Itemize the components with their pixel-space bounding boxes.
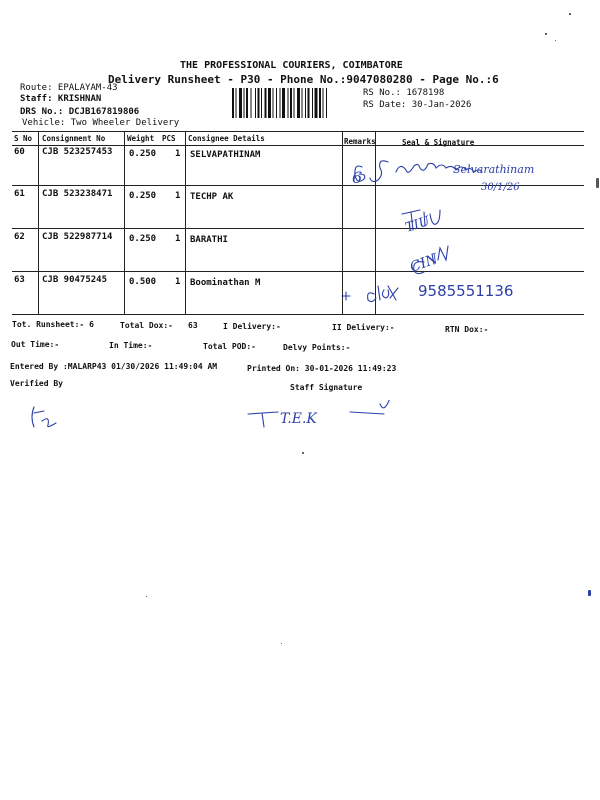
row-consignee: TECHP AK (190, 192, 234, 202)
col-divider (185, 131, 186, 314)
row-consignee: Boominathan M (190, 278, 261, 288)
handwritten-mark: CIN (407, 250, 441, 276)
handwritten-name: Selvarathinam (453, 163, 535, 176)
row-consignment: CJB 523238471 (42, 189, 113, 199)
row-consignment: CJB 90475245 (42, 275, 108, 285)
scan-speck (281, 643, 282, 644)
row-weight: 0.500 (129, 277, 157, 287)
header-remarks: Remarks (344, 137, 376, 146)
scan-speck (569, 13, 571, 15)
in-time: In Time:- (109, 341, 153, 350)
row-consignment: CJB 522987714 (42, 232, 113, 242)
total-dox-value: 63 (188, 321, 198, 330)
vehicle-info: Vehicle: Two Wheeler Delivery (22, 118, 180, 128)
printed-on: Printed On: 30-01-2026 11:49:23 (247, 364, 397, 373)
verified-by-signature (28, 405, 68, 433)
handwritten-phone: 9585551136 (418, 282, 514, 300)
company-title: THE PROFESSIONAL COURIERS, COIMBATORE (180, 60, 403, 71)
handwritten-remark: 6 (352, 168, 363, 187)
staff-signature-mark (240, 400, 400, 430)
handwritten-date: 30/1/26 (481, 182, 520, 193)
row-pcs: 1 (175, 234, 181, 244)
drs-info: DRS No.: DCJB167819806 (20, 107, 140, 117)
staff-signature-text: T.E.K (280, 411, 317, 427)
barcode-image (232, 88, 360, 118)
row-consignee: BARATHI (190, 235, 228, 245)
header-seal: Seal & Signature (402, 138, 475, 147)
scan-speck (588, 590, 591, 596)
delvy-points: Delvy Points:- (283, 343, 351, 352)
total-dox-label: Total Dox:- (120, 321, 173, 330)
table-top-border (12, 131, 584, 132)
staff-info: Staff: KRISHNAN (20, 94, 102, 104)
row-weight: 0.250 (129, 191, 157, 201)
header-weight: Weight (127, 134, 155, 143)
row-pcs: 1 (175, 149, 181, 159)
header-consignee: Consignee Details (188, 134, 265, 143)
scan-speck (545, 33, 547, 35)
runsheet-subtitle: Delivery Runsheet - P30 - Phone No.:9047080280 - Page No.:6 (108, 73, 499, 86)
scan-speck (302, 452, 304, 454)
entered-by: Entered By :MALARP43 01/30/2026 11:49:04 AM (10, 362, 218, 371)
ii-delivery: II Delivery:- (332, 323, 395, 332)
row-sno: 62 (14, 232, 25, 242)
verified-by: Verified By (10, 379, 63, 388)
table-header-border (12, 145, 584, 146)
rtn-dox: RTN Dox:- (445, 325, 489, 334)
rs-date: RS Date: 30-Jan-2026 (363, 100, 472, 110)
scan-speck (596, 178, 599, 188)
col-divider (124, 131, 125, 314)
out-time: Out Time:- (11, 340, 60, 349)
row-consignee: SELVAPATHINAM (190, 150, 261, 160)
row-sno: 60 (14, 147, 25, 157)
row-sno: 63 (14, 275, 25, 285)
header-pcs: PCS (162, 134, 176, 143)
route-info: Route: EPALAYAM-43 (20, 83, 118, 93)
row-pcs: 1 (175, 191, 181, 201)
total-pod: Total POD:- (203, 342, 256, 351)
row-sno: 61 (14, 189, 25, 199)
col-divider (38, 131, 39, 314)
row-pcs: 1 (175, 277, 181, 287)
tot-runsheet: Tot. Runsheet:- 6 (12, 320, 94, 329)
scan-speck (555, 40, 556, 41)
row-consignment: CJB 523257453 (42, 147, 113, 157)
rs-number: RS No.: 1678198 (363, 88, 445, 98)
header-sno: S No (14, 134, 33, 143)
row-weight: 0.250 (129, 149, 157, 159)
header-consignment: Consignment No (42, 134, 106, 143)
handwritten-signatures (340, 150, 585, 320)
handwritten-mark: TIU (403, 213, 432, 236)
row-weight: 0.250 (129, 234, 157, 244)
i-delivery: I Delivery:- (223, 322, 281, 331)
scan-speck (146, 596, 147, 597)
staff-signature-label: Staff Signature (290, 383, 363, 392)
